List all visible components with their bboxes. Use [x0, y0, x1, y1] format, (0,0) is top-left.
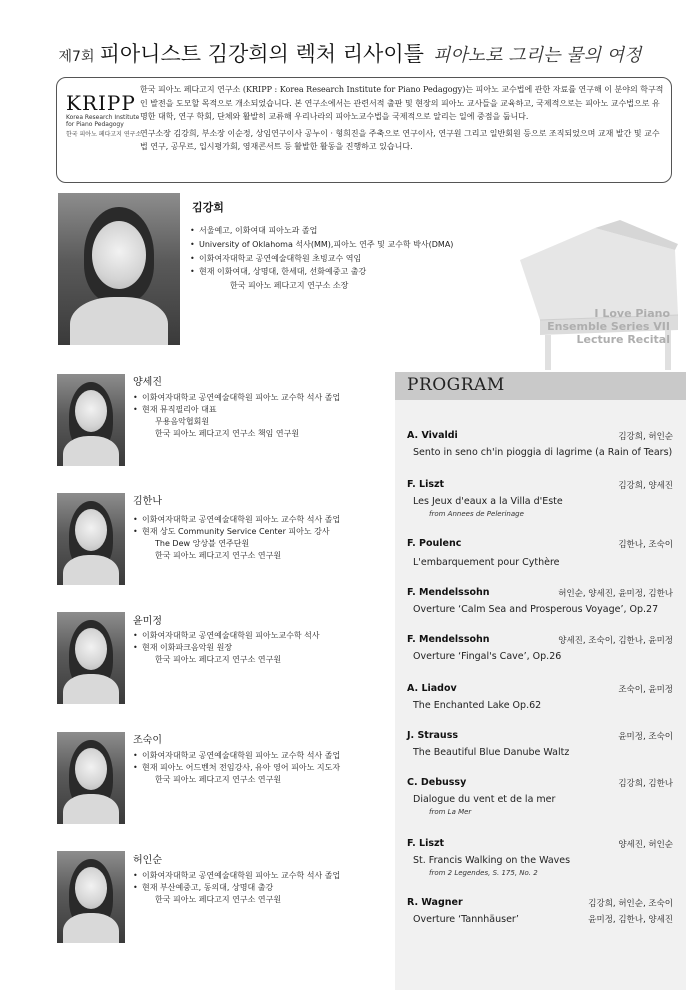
program-work: Sento in seno ch'in pioggia di lagrime (a Rain of Tears): [413, 447, 673, 458]
member-name: 허인순: [133, 855, 162, 866]
kripp-logo-en-2: for Piano Pedagogy: [66, 121, 124, 128]
member-name: 김한나: [133, 496, 162, 507]
program-work: Overture ‘Calm Sea and Prosperous Voyage’, Op.27: [413, 604, 659, 615]
program-item: [407, 538, 673, 570]
program-composer: F. Poulenc: [407, 538, 462, 549]
main-profile-photo: [58, 193, 180, 345]
main-profile-name: 김강희: [192, 201, 224, 214]
program-performers: 양세진, 조숙이, 김한나, 윤미정: [558, 636, 673, 646]
program-work: Les Jeux d'eaux a la Villa d'Este: [413, 496, 563, 507]
kripp-logo: [66, 92, 142, 139]
program-composer: F. Liszt: [407, 838, 445, 849]
program-item: [407, 634, 673, 664]
member-list: [133, 750, 340, 786]
member-photo: [57, 851, 125, 943]
program-composer: C. Debussy: [407, 777, 467, 788]
program-composer: F. Liszt: [407, 479, 445, 490]
title-subtitle: 피아노로 그리는 물의 여정: [433, 45, 642, 66]
list-item: • 현재 피아노 어드벤처 전임강사, 유아 영어 피아노 지도자: [133, 763, 341, 772]
program-item: [407, 897, 673, 925]
list-item: The Dew 앙상블 연주단원: [155, 539, 250, 548]
program-performers: 김한나, 조숙이: [618, 540, 673, 550]
member-list: [133, 514, 340, 562]
member-photo: [57, 732, 125, 824]
program-item: [407, 430, 673, 460]
program-work: Dialogue du vent et de la mer: [413, 794, 556, 805]
program-performers: 김강희, 허인순, 조숙이: [588, 899, 673, 909]
kripp-logo-text: KRIPP: [66, 91, 136, 115]
kripp-description: [140, 83, 664, 157]
member-list: [133, 870, 340, 906]
list-item: • 현재 이화파크음악원 원장: [133, 643, 233, 652]
program-composer: F. Mendelssohn: [407, 587, 490, 598]
list-item: • 현재 뮤직필리아 대표: [133, 405, 217, 414]
program-heading: PROGRAM: [407, 375, 505, 395]
series-line-2: Ensemble Series VII: [547, 320, 670, 333]
member-name: 윤미정: [133, 616, 162, 627]
program-composer: R. Wagner: [407, 897, 463, 908]
program-note: from Annees de Pelerinage: [429, 510, 524, 518]
program-composer: J. Strauss: [407, 730, 459, 741]
program-performers: 윤미정, 조숙이: [618, 732, 673, 742]
main-profile-list: [190, 224, 453, 293]
program-work: The Beautiful Blue Danube Waltz: [413, 747, 570, 758]
program-performers: 김강희, 허인순: [618, 432, 673, 442]
program-item: [407, 587, 673, 617]
title-prefix: 제7회: [58, 49, 95, 65]
list-item: 한국 피아노 페다고지 연구소 소장: [230, 281, 349, 291]
program-performers-2: 윤미정, 김한나, 양세진: [588, 915, 673, 925]
member-photo: [57, 374, 125, 466]
member-photo: [57, 612, 125, 704]
series-line-1: I Love Piano: [594, 307, 670, 320]
member-name: 조숙이: [133, 735, 162, 746]
series-line-3: Lecture Recital: [576, 333, 670, 346]
program-work: The Enchanted Lake Op.62: [413, 700, 542, 711]
program-item: [407, 683, 673, 713]
list-item: 한국 피아노 페다고지 연구소 연구원: [155, 775, 282, 784]
program-work: L'embarquement pour Cythère: [413, 557, 560, 568]
list-item: 한국 피아노 페다고지 연구소 연구원: [155, 655, 282, 664]
member-list: [133, 630, 320, 666]
program-composer: F. Mendelssohn: [407, 634, 490, 645]
member-name: 양세진: [133, 377, 162, 388]
member-photo: [57, 493, 125, 585]
title-main: 피아니스트 김강희의 렉처 리사이틀: [99, 42, 424, 66]
program-note: from 2 Legendes, S. 175, No. 2: [429, 869, 538, 877]
program-performers: 허인순, 양세진, 윤미정, 김한나: [558, 589, 673, 599]
kripp-logo-en-1: Korea Research Institute: [66, 114, 140, 121]
program-composer: A. Liadov: [407, 683, 457, 694]
list-item: • 서울예고, 이화여대 피아노과 졸업: [190, 226, 318, 235]
program-performers: 김강희, 양세진: [618, 481, 673, 491]
program-note: from La Mer: [429, 808, 472, 816]
kripp-paragraph-1: 한국 피아노 페다고지 연구소 (KRIPP : Korea Research Institute for Piano Pedagogy)는 피아노 교수법에 관한 자료를 연구해 이 분야의 학구적인 발전을 도모할 목적으로 개소되었습니다. 본 연구소에서는 관련서적 출판 및 현장의 피아노 교사들을 교육하고, 국제적으로는 피아노 교수법으로 유명한 대학, 연구 학회, 단체와 활발히 교류해 우리나라의 피아노교수법을 국제적으로 알리는 일에 중점을 둡니다.: [140, 85, 664, 121]
program-item: [407, 777, 673, 818]
kripp-paragraph-2: 연구소장 김강희, 부소장 이순정, 상임연구이사 공누이 · 형희진을 주축으로 연구이사, 연구원 그리고 일반회원 등으로 조직되었으며 교재 발간 및 교수법 연구, 공무르, 입시평가회, 영재콘서트 등 활발한 활동을 진행하고 있습니다.: [140, 128, 660, 151]
kripp-info-box: [56, 77, 672, 183]
list-item: • 이화여자대학교 공연예술대학원 피아노 교수학 석사 졸업: [133, 393, 341, 402]
list-item: • 현재 상도 Community Service Center 피아노 강사: [133, 527, 330, 536]
list-item: 한국 피아노 페다고지 연구소 책임 연구원: [155, 429, 300, 438]
series-title: [547, 307, 670, 346]
program-item: [407, 479, 673, 520]
program-item: [407, 838, 673, 879]
list-item: 한국 피아노 페다고지 연구소 연구원: [155, 551, 282, 560]
list-item: • 현재 부산예중고, 동의대, 상명대 출강: [133, 883, 274, 892]
list-item: • 이화여자대학교 공연예술대학원 초빙교수 역임: [190, 253, 362, 263]
list-item: • 이화여자대학교 공연예술대학원 피아노 교수학 석사 졸업: [133, 515, 341, 524]
list-item: 한국 피아노 페다고지 연구소 연구원: [155, 895, 282, 904]
list-item: • 이화여자대학교 공연예술대학원 피아노 교수학 석사 졸업: [133, 871, 341, 880]
program-work: St. Francis Walking on the Waves: [413, 855, 571, 866]
list-item: • University of Oklahoma 석사(MM),피아노 연주 및 교수학 박사(DMA): [190, 239, 454, 249]
list-item: 무용음악협회원: [155, 417, 210, 426]
member-list: [133, 392, 340, 440]
program-performers: 양세진, 허인순: [618, 840, 673, 850]
kripp-logo-ko: 한국 피아노 페다고지 연구소: [66, 131, 142, 138]
list-item: • 이화여자대학교 공연예술대학원 피아노교수학 석사: [133, 631, 320, 640]
program-performers: 김강희, 김한나: [618, 779, 673, 789]
program-composer: A. Vivaldi: [407, 430, 458, 441]
list-item: • 현재 이화여대, 상명대, 한세대, 선화예중고 출강: [190, 267, 367, 277]
program-item: [407, 730, 673, 760]
program-work: Overture ‘Tannhäuser’: [413, 914, 519, 925]
list-item: • 이화여자대학교 공연예술대학원 피아노 교수학 석사 졸업: [133, 751, 341, 760]
piano-graphic: [500, 220, 690, 370]
program-header: [395, 372, 686, 400]
program-performers: 조숙이, 윤미정: [618, 685, 673, 695]
page-title: [0, 38, 700, 68]
program-work: Overture ‘Fingal's Cave’, Op.26: [413, 651, 562, 662]
